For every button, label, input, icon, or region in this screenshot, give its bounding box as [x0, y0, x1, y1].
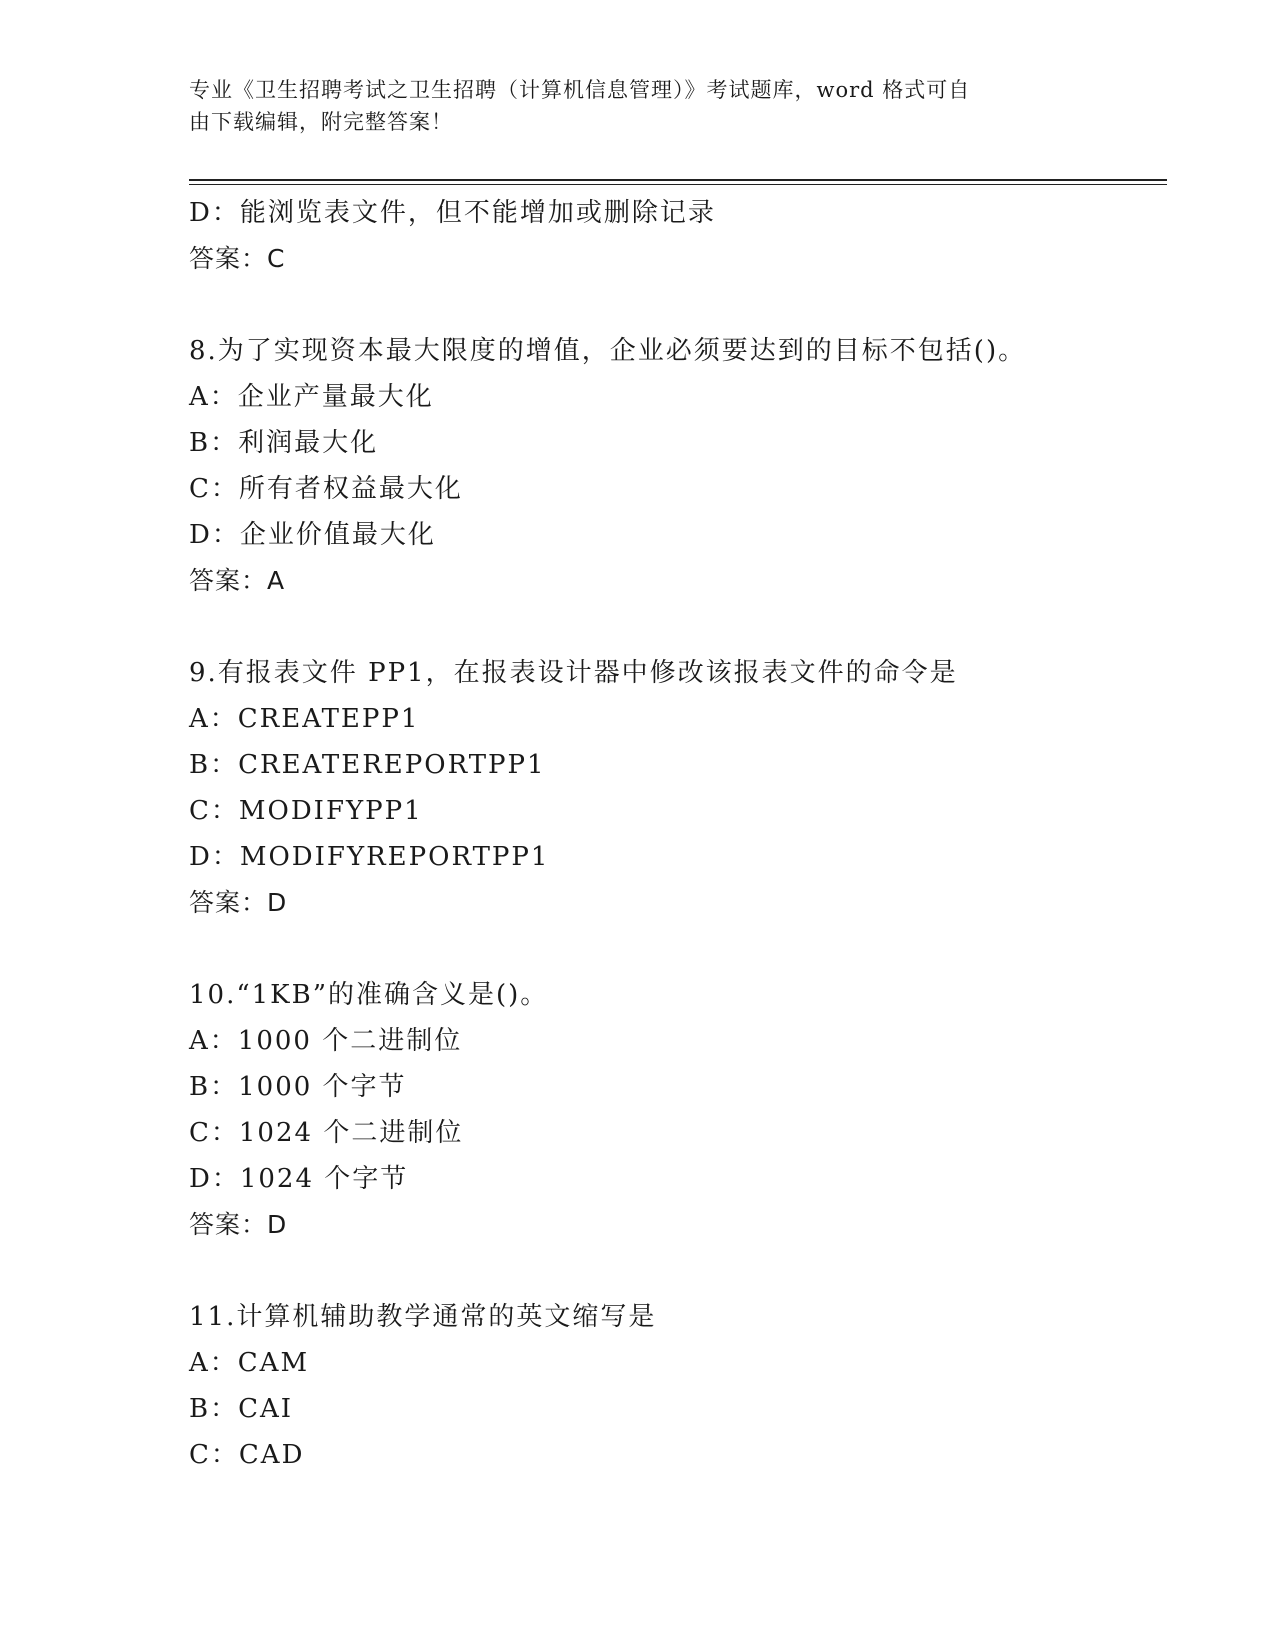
option-c: C：CAD	[189, 1440, 305, 1470]
option-b: B：利润最大化	[189, 428, 379, 458]
question-11	[189, 1294, 1169, 1478]
header-line-1: 专业《卫生招聘考试之卫生招聘（计算机信息管理）》考试题库，word 格式可自	[189, 78, 971, 102]
option-b: B：CREATEREPORTPP1	[189, 750, 546, 780]
question-stem: 8.为了实现资本最大限度的增值，企业必须要达到的目标不包括()。	[189, 336, 1027, 366]
header-line-2: 由下载编辑，附完整答案！	[189, 110, 453, 134]
option-d: D：MODIFYREPORTPP1	[189, 842, 550, 872]
question-9	[189, 650, 1169, 926]
header-rule-thin	[189, 184, 1167, 185]
option-d: D：能浏览表文件，但不能增加或删除记录	[189, 198, 716, 228]
option-b: B：CAI	[189, 1394, 294, 1424]
answer: 答案：D	[189, 888, 288, 917]
answer: 答案：D	[189, 1210, 288, 1239]
option-a: A：1000 个二进制位	[189, 1026, 463, 1056]
answer: 答案：C	[189, 244, 286, 273]
option-a: A：CREATEPP1	[189, 704, 420, 734]
option-c: C：所有者权益最大化	[189, 474, 463, 504]
question-10	[189, 972, 1169, 1248]
header-rule-thick	[189, 179, 1167, 181]
question-stem: 10.“1KB”的准确含义是()。	[189, 980, 549, 1010]
document-header	[189, 74, 1089, 138]
question-stem: 11.计算机辅助教学通常的英文缩写是	[189, 1302, 657, 1332]
option-b: B：1000 个字节	[189, 1072, 407, 1102]
option-c: C：MODIFYPP1	[189, 796, 423, 826]
question-8	[189, 328, 1169, 604]
option-a: A：CAM	[189, 1348, 310, 1378]
option-a: A：企业产量最大化	[189, 382, 434, 412]
option-c: C：1024 个二进制位	[189, 1118, 464, 1148]
option-d: D：企业价值最大化	[189, 520, 436, 550]
answer: 答案：A	[189, 566, 286, 595]
question-stem: 9.有报表文件 PP1，在报表设计器中修改该报表文件的命令是	[189, 658, 958, 688]
option-d: D：1024 个字节	[189, 1164, 409, 1194]
question-list	[189, 190, 1169, 1478]
